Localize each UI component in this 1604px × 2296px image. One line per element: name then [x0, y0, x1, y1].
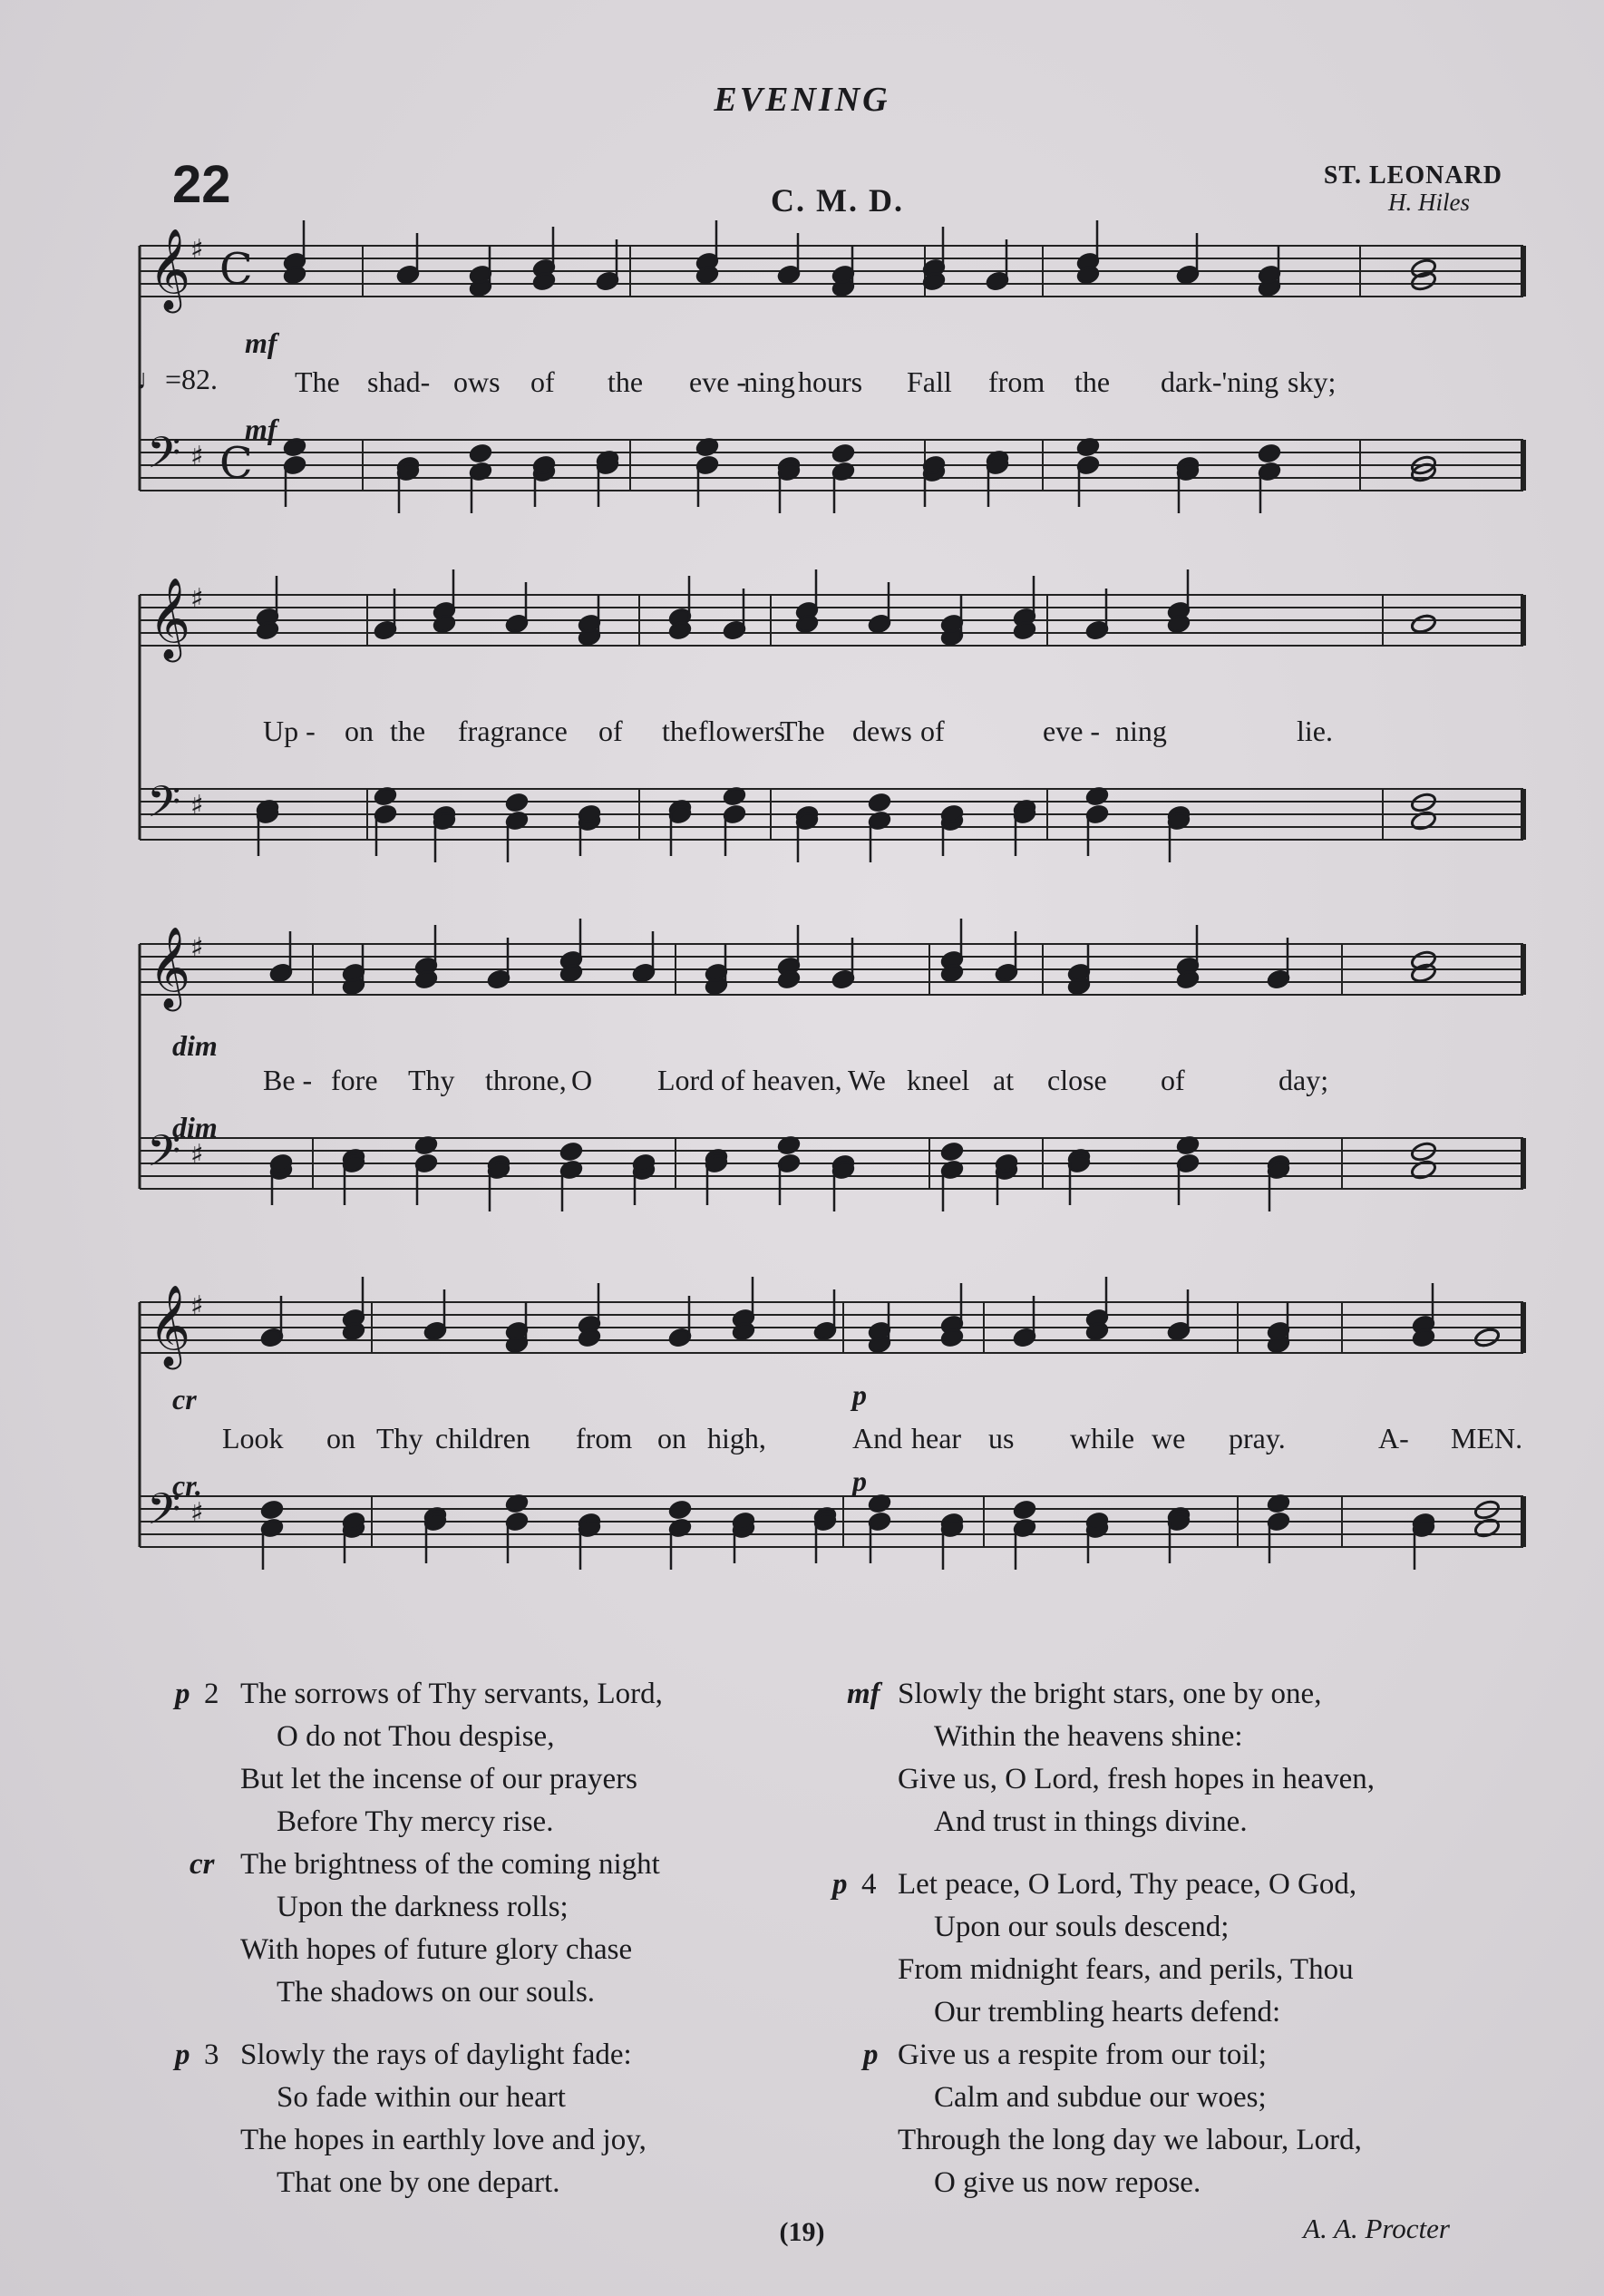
verse-number: 4	[861, 1868, 877, 1901]
lyric-syllable: throne,	[485, 1064, 567, 1096]
lyric-syllable: And	[852, 1422, 903, 1454]
verse-text: And trust in things divine.	[934, 1805, 1248, 1838]
treble-clef-icon: 𝄞	[149, 927, 191, 1008]
verse-text: The brightness of the coming night	[240, 1848, 660, 1881]
verse-text: Within the heavens shine:	[934, 1720, 1243, 1753]
lyric-syllable: fore	[331, 1064, 378, 1096]
bass-clef-icon: 𝄢	[147, 1125, 181, 1187]
key-signature-sharp-icon: ♯	[190, 1497, 204, 1529]
verse-line	[898, 1949, 1375, 1991]
verse-dynamic-mark: mf	[847, 1678, 880, 1710]
verse-text: Through the long day we labour, Lord,	[898, 2124, 1362, 2156]
verse-line	[190, 1844, 663, 1886]
verse-text: The shadows on our souls.	[277, 1976, 596, 2009]
dynamic-marking: dim	[172, 1029, 218, 1062]
lyric-syllable: A-	[1378, 1422, 1409, 1454]
notehead	[260, 1500, 284, 1521]
lyric-syllable: Look	[222, 1422, 284, 1454]
notehead	[868, 793, 891, 813]
dynamic-marking: mf	[245, 413, 277, 445]
verse-text: O give us now repose.	[934, 2166, 1201, 2199]
treble-clef-icon: 𝄞	[149, 229, 191, 310]
lyric-syllable: eve -	[1043, 715, 1101, 747]
verse-stanza	[832, 1863, 1375, 2204]
time-signature-icon: C	[219, 244, 253, 295]
lyric-syllable: Thy	[376, 1422, 423, 1454]
verse-text: So fade within our heart	[277, 2081, 566, 2114]
verse-number: 2	[204, 1678, 219, 1710]
lyric-syllable: Thy	[408, 1064, 455, 1096]
notehead	[1410, 613, 1437, 635]
lyric-syllable: Lord	[657, 1064, 715, 1096]
hymn-meter: C. M. D.	[771, 182, 904, 219]
verse-text: Let peace, O Lord, Thy peace, O God,	[898, 1868, 1357, 1901]
verse-text: From midnight fears, and perils, Thou	[898, 1953, 1354, 1986]
verse-dynamic-mark: p	[175, 2038, 190, 2071]
lyric-syllable: the	[662, 715, 698, 747]
lyric-syllable: The	[295, 365, 340, 398]
verse-text: Our trembling hearts defend:	[934, 1996, 1281, 2028]
tempo-marking: ♩=82.	[136, 363, 219, 395]
verse-line	[898, 1801, 1375, 1844]
verse-text: Give us, O Lord, fresh hopes in heaven,	[898, 1763, 1376, 1795]
verse-line	[175, 1673, 663, 1716]
bass-clef-icon: 𝄢	[147, 776, 181, 838]
lyric-syllable: the	[608, 365, 644, 398]
verse-line	[832, 1863, 1375, 1906]
lyric-syllable: hear	[911, 1422, 962, 1454]
lyric-syllable: on	[326, 1422, 355, 1454]
verse-line	[898, 2119, 1375, 2162]
lyric-syllable: we	[1152, 1422, 1186, 1454]
dynamic-marking: cr	[172, 1383, 197, 1416]
dynamic-marking: p	[852, 1378, 867, 1411]
verse-stanza	[847, 1673, 1376, 1844]
lyric-syllable: pray.	[1229, 1422, 1286, 1454]
music-system	[136, 229, 1532, 549]
notehead	[1013, 1500, 1036, 1521]
lyric-syllable: high,	[707, 1422, 766, 1454]
time-signature-icon: C	[219, 438, 253, 489]
lyric-syllable: sky;	[1288, 365, 1337, 398]
lyric-syllable: fragrance	[458, 715, 568, 747]
dynamic-marking: cr.	[172, 1469, 202, 1502]
lyric-syllable: close	[1047, 1064, 1107, 1096]
lyric-syllable: on	[657, 1422, 686, 1454]
verse-text: With hopes of future glory chase	[240, 1933, 633, 1966]
lyric-syllable: of	[920, 715, 945, 747]
lyric-syllable: Fall	[907, 365, 952, 398]
lyric-syllable: heaven,	[753, 1064, 842, 1096]
treble-clef-icon: 𝄞	[149, 1285, 191, 1367]
verse-dynamic-mark: p	[863, 2038, 879, 2071]
bass-clef-icon: 𝄢	[147, 1484, 181, 1545]
verse-line	[898, 1716, 1375, 1758]
verse-line	[240, 1801, 663, 1844]
lyric-syllable: the	[390, 715, 426, 747]
key-signature-sharp-icon: ♯	[190, 1290, 204, 1322]
verses-right-column	[832, 1673, 1376, 2224]
lyric-syllable: on	[345, 715, 374, 747]
notehead	[1473, 1517, 1501, 1539]
verse-text: Slowly the rays of daylight fade:	[240, 2038, 632, 2071]
composer-name: H. Hiles	[1388, 189, 1470, 216]
lyric-syllable: eve -	[689, 365, 747, 398]
music-system	[136, 1285, 1532, 1605]
key-signature-sharp-icon: ♯	[190, 234, 204, 266]
verse-text: But let the incense of our prayers	[240, 1763, 638, 1795]
lyric-syllable: from	[988, 365, 1045, 398]
notehead	[668, 1500, 692, 1521]
verse-text: The sorrows of Thy servants, Lord,	[240, 1678, 663, 1710]
tune-name: ST. LEONARD	[1323, 161, 1502, 190]
lyric-syllable: of	[1161, 1064, 1185, 1096]
verse-text: Slowly the bright stars, one by one,	[898, 1678, 1322, 1710]
verse-stanza	[175, 1673, 663, 2014]
verse-line	[240, 1716, 663, 1758]
key-signature-sharp-icon: ♯	[190, 932, 204, 964]
lyric-syllable: children	[435, 1422, 530, 1454]
lyric-syllable: of	[721, 1064, 745, 1096]
verse-text: Calm and subdue our woes;	[934, 2081, 1267, 2114]
music-system	[136, 927, 1532, 1247]
notehead	[1258, 443, 1281, 464]
verse-dynamic-mark: p	[832, 1868, 848, 1901]
lyric-syllable: while	[1070, 1422, 1135, 1454]
notehead	[831, 443, 855, 464]
lyric-syllable: of	[598, 715, 623, 747]
lyric-syllable: of	[530, 365, 555, 398]
lyric-syllable: ning	[1115, 715, 1167, 747]
page-number: (19)	[779, 2217, 825, 2247]
verse-text: O do not Thou despise,	[277, 1720, 555, 1753]
bass-clef-icon: 𝄢	[147, 427, 181, 489]
lyric-syllable: The	[780, 715, 825, 747]
treble-clef-icon: 𝄞	[149, 578, 191, 659]
verse-text: Upon our souls descend;	[934, 1911, 1230, 1943]
lyric-syllable: the	[1074, 365, 1111, 398]
music-system	[136, 578, 1532, 898]
notehead	[1410, 810, 1437, 832]
verse-text: Upon the darkness rolls;	[277, 1891, 569, 1923]
verse-dynamic-mark: cr	[190, 1848, 215, 1881]
verse-line	[240, 2162, 663, 2204]
verse-text: That one by one depart.	[277, 2166, 560, 2199]
lyric-syllable: shad-	[367, 365, 431, 398]
lyric-syllable: us	[988, 1422, 1015, 1454]
lyric-syllable: day;	[1278, 1064, 1329, 1096]
lyric-syllable: kneel	[907, 1064, 970, 1096]
verse-line	[240, 1929, 663, 1971]
lyric-syllable: Up -	[263, 715, 316, 747]
lyric-syllable: ows	[453, 365, 501, 398]
verse-line	[898, 1906, 1375, 1949]
notehead	[505, 793, 529, 813]
notehead	[559, 1142, 583, 1163]
verse-text: The hopes in earthly love and joy,	[240, 2124, 646, 2156]
lyric-syllable: Be -	[263, 1064, 313, 1096]
key-signature-sharp-icon: ♯	[190, 441, 204, 472]
notehead	[1473, 1327, 1501, 1348]
author-credit: A. A. Procter	[1303, 2213, 1450, 2244]
verse-line	[898, 2162, 1375, 2204]
section-title: EVENING	[714, 81, 890, 119]
verse-number: 3	[204, 2038, 219, 2071]
notehead	[469, 443, 492, 464]
lyric-syllable: dark-'ning	[1161, 365, 1279, 398]
key-signature-sharp-icon: ♯	[190, 583, 204, 615]
verse-line	[847, 1673, 1375, 1716]
hymn-number: 22	[172, 155, 231, 214]
lyric-syllable: O	[571, 1064, 593, 1096]
key-signature-sharp-icon: ♯	[190, 790, 204, 822]
verse-text: Before Thy mercy rise.	[277, 1805, 554, 1838]
notehead	[1410, 1159, 1437, 1181]
dynamic-marking: dim	[172, 1111, 218, 1143]
verses-left-column	[175, 1673, 663, 2224]
lyric-syllable: lie.	[1297, 715, 1333, 747]
notehead	[940, 1142, 964, 1163]
verse-line	[240, 1886, 663, 1929]
lyric-syllable: flowers	[698, 715, 785, 747]
dynamic-marking: p	[852, 1464, 867, 1497]
verse-line	[175, 2034, 663, 2077]
verse-line	[240, 2119, 663, 2162]
verse-dynamic-mark: p	[175, 1678, 190, 1710]
verse-line	[898, 1758, 1375, 1801]
lyric-syllable: We	[848, 1064, 886, 1096]
lyric-syllable: MEN.	[1451, 1422, 1523, 1454]
key-signature-sharp-icon: ♯	[190, 1139, 204, 1171]
verse-stanza	[175, 2034, 663, 2204]
lyric-syllable: from	[576, 1422, 633, 1454]
lyric-syllable: hours	[798, 365, 863, 398]
verse-line	[240, 2077, 663, 2119]
verse-line	[240, 1758, 663, 1801]
lyric-syllable: dews	[852, 715, 912, 747]
verse-line	[863, 2034, 1375, 2077]
verse-text: Give us a respite from our toil;	[898, 2038, 1267, 2071]
lyric-syllable: at	[993, 1064, 1015, 1096]
verse-line	[898, 1991, 1375, 2034]
verse-line	[240, 1971, 663, 2014]
dynamic-marking: mf	[245, 326, 277, 359]
lyric-syllable: ning	[744, 365, 795, 398]
verse-line	[898, 2077, 1375, 2119]
